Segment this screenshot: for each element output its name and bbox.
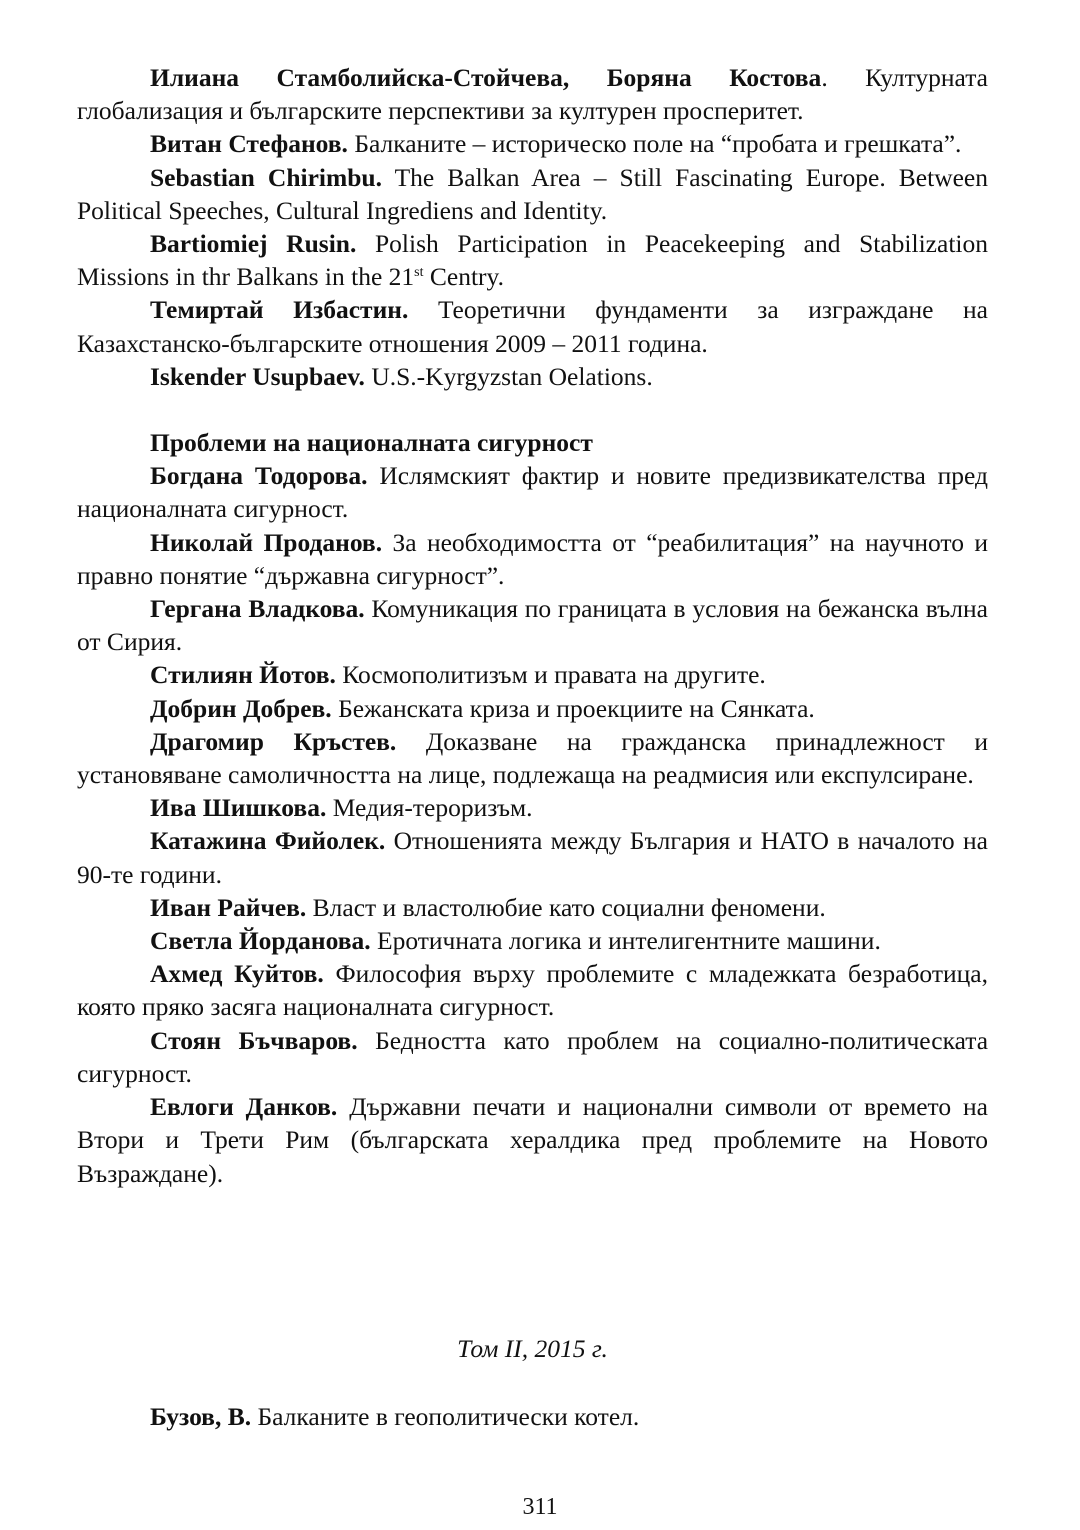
entry-author: Илиана Стамболийска-Стойчева, Боряна Костова bbox=[150, 63, 822, 92]
entry-title: Теоретични фундаменти за изграждане на Казахстанско-българските отношения 2009 – 2011 година. bbox=[77, 295, 988, 358]
bibliography-entry bbox=[77, 526, 988, 592]
bibliography-entry bbox=[77, 360, 988, 393]
entry-title: Власт и властолюбие като социални феномени. bbox=[306, 892, 826, 922]
entry-author: Светла Йорданова. bbox=[150, 926, 371, 956]
entry-author: Богдана Тодорова. bbox=[150, 461, 368, 491]
entry-title: U.S.-Kyrgyzstan Oelations. bbox=[364, 361, 653, 391]
entry-title: Бедността като проблем на социално-политическата сигурност. bbox=[77, 1025, 989, 1088]
bibliography-entry bbox=[77, 127, 988, 160]
bibliography-entry bbox=[77, 1400, 988, 1433]
bibliography-entry bbox=[77, 891, 988, 924]
bibliography-entry bbox=[77, 227, 988, 293]
entry-title: Държавни печати и национални символи от времето на Втори и Трети Рим (българската хералдика пред проблемите на Новото Възраждане). bbox=[77, 1092, 988, 1188]
section-spacer bbox=[77, 393, 988, 426]
entry-author: Bartiomiej Rusin. bbox=[150, 229, 357, 259]
bibliography-entry bbox=[77, 1024, 988, 1090]
entry-title: Медия-тероризъм. bbox=[326, 793, 533, 823]
bibliography-entry bbox=[77, 658, 988, 691]
entry-author: Николай Проданов. bbox=[150, 527, 383, 557]
entry-author: Добрин Добрев. bbox=[150, 693, 332, 723]
bibliography-entry bbox=[77, 824, 988, 890]
bibliography-entry bbox=[77, 161, 988, 227]
ordinal-superscript: st bbox=[414, 265, 424, 281]
entry-title: Polish Participation in Peacekeeping and Stabilization Missions in thr Balkans in the 21 bbox=[77, 229, 988, 292]
bibliography-entry bbox=[77, 459, 988, 525]
entry-title: Комуникация по границата в условия на бежанска вълна от Сирия. bbox=[77, 594, 988, 657]
entry-title: Космополитизъм и правата на другите. bbox=[335, 660, 766, 690]
entry-author: Евлоги Данков. bbox=[150, 1092, 338, 1122]
volume-section bbox=[77, 1400, 988, 1433]
volume-title: Том II, 2015 г. bbox=[457, 1334, 608, 1363]
bibliography-entry bbox=[77, 725, 988, 791]
entry-title-end: Centry. bbox=[423, 262, 505, 292]
entry-author: Катажина Фийолек. bbox=[150, 826, 386, 856]
entry-author: Sebastian Chirimbu. bbox=[150, 162, 382, 192]
bibliography-entry bbox=[77, 692, 988, 725]
entry-author: Темиртай Избастин. bbox=[150, 295, 409, 325]
bibliography-entry bbox=[77, 61, 988, 127]
entry-title: Отношенията между България и НАТО в началото на 90-те години. bbox=[77, 826, 988, 889]
entry-author: Бузов, В. bbox=[150, 1402, 252, 1431]
bibliography-entry bbox=[77, 592, 988, 658]
entry-title: Балканите – историческо поле на “пробата и грешката”. bbox=[347, 129, 962, 159]
entry-author: Витан Стефанов. bbox=[150, 129, 348, 159]
entry-title: Балканите в геополитически котел. bbox=[251, 1402, 640, 1431]
entry-title: За необходимостта от “реабилитация” на научното и правно понятие “държавна сигурност”. bbox=[77, 527, 988, 590]
bibliography-entry bbox=[77, 791, 988, 824]
entry-author: Драгомир Кръстев. bbox=[150, 726, 397, 756]
entry-author: Гергана Владкова. bbox=[150, 594, 365, 624]
bibliography-body bbox=[77, 61, 988, 1190]
section-heading: Проблеми на националната сигурност bbox=[150, 428, 593, 458]
page-number: 311 bbox=[522, 1494, 558, 1520]
bibliography-entry bbox=[77, 924, 988, 957]
entry-author: Iskender Usupbaev. bbox=[150, 361, 365, 391]
entry-title: Еротичната логика и интелигентните машини. bbox=[370, 926, 881, 956]
entry-title: . Културната глобализация и българските перспективи за културен просперитет. bbox=[77, 63, 988, 126]
entry-author: Стоян Бъчваров. bbox=[150, 1025, 358, 1055]
bibliography-entry bbox=[77, 1090, 988, 1190]
bibliography-entry bbox=[77, 957, 988, 1023]
entry-author: Стилиян Йотов. bbox=[150, 660, 336, 690]
entry-author: Ива Шишкова. bbox=[150, 793, 327, 823]
entry-author: Ахмед Куйтов. bbox=[150, 959, 324, 989]
bibliography-entry bbox=[77, 293, 988, 359]
entry-title: Доказване на гражданска принадлежност и установяване самоличността на лице, подлежаща на реадмисия или експулсиране. bbox=[77, 726, 988, 790]
entry-title: Бежанската криза и проекциите на Сянката. bbox=[331, 693, 815, 723]
entry-title: Ислямският фактир и новите предизвикателства пред националната сигурност. bbox=[77, 461, 989, 524]
entry-title: The Balkan Area – Still Fascinating Europe. Between Political Speeches, Cultural Ingrediens and Identity. bbox=[77, 162, 988, 225]
entry-title: Философия върху проблемите с младежката безработица, която пряко засяга националната сигурност. bbox=[77, 959, 988, 1022]
entry-author: Иван Райчев. bbox=[150, 892, 307, 922]
